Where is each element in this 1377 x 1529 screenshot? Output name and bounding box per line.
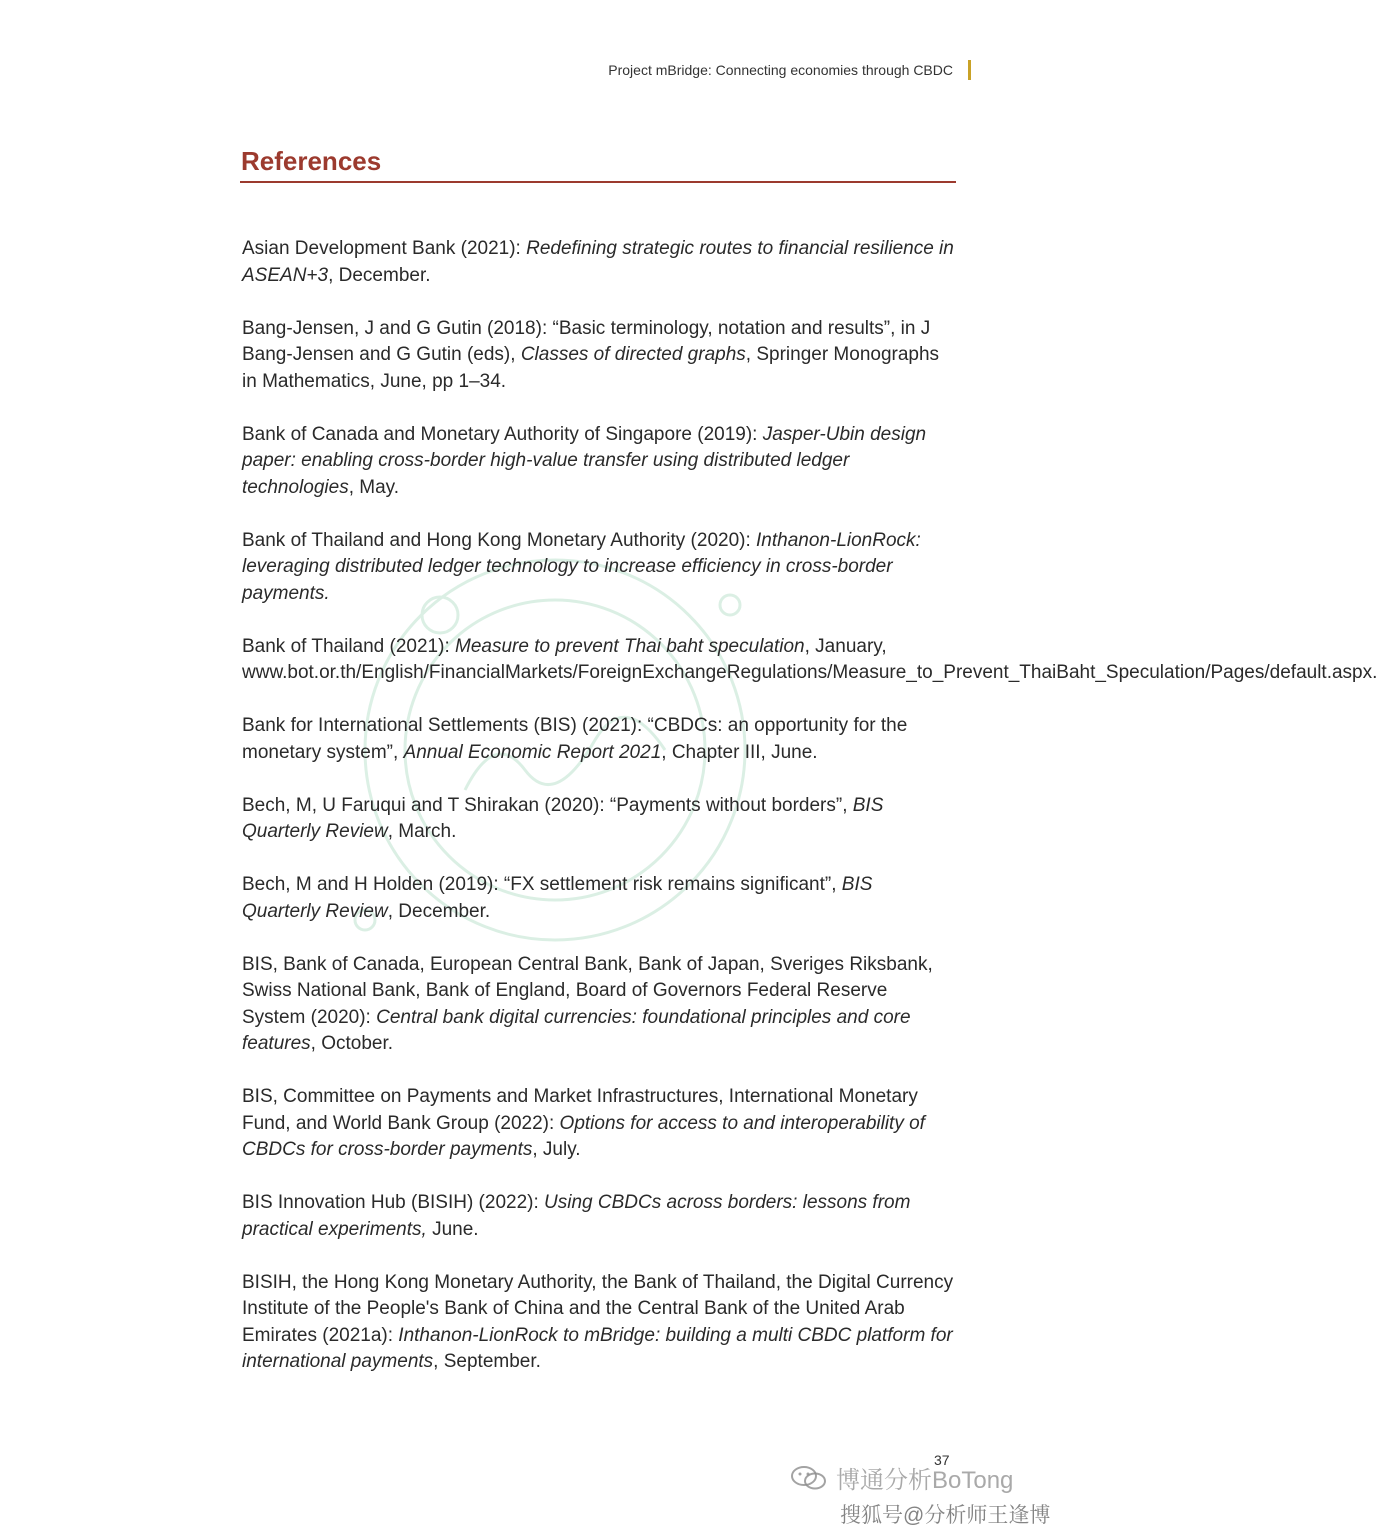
wechat-icon [790,1465,828,1491]
reference-title: Options for access to and interoperability of CBDCs for cross-border payments [242,1112,925,1160]
reference-entry [242,236,954,289]
reference-entry [242,634,1377,687]
reference-text: Asian Development Bank (2021): [242,238,527,259]
reference-title: Inthanon-LionRock to mBridge: building a multi CBDC platform for international payments [242,1324,953,1372]
reference-text: , December. [387,900,491,922]
reference-text: BISIH, the Hong Kong Monetary Authority, the Bank of Thailand, the Digital Currency Institute of the People's Bank of China and the Central Bank of the United Arab Emirates (2021a): [242,1271,954,1346]
reference-title: Jasper-Ubin design paper: enabling cross-border high-value transfer using distributed ledger technologies [242,423,927,498]
source-watermark [790,1460,1050,1529]
reference-entry [242,872,954,925]
reference-text: June. [426,1218,479,1240]
reference-text: Bank of Thailand (2021): [242,635,456,657]
reference-text: , May. [348,476,400,498]
reference-text: Bech, M and H Holden (2019): “FX settlement risk remains significant”, [242,874,842,895]
reference-text: Bech, M, U Faruqui and T Shirakan (2020): “Payments without borders”, [242,794,853,816]
reference-title: Annual Economic Report 2021 [403,741,662,763]
reference-entry [242,1270,954,1376]
reference-text: , Springer Monographs in Mathematics, June, pp 1–34. [242,344,940,392]
reference-text: BIS, Bank of Canada, European Central Bank, Bank of Japan, Sveriges Riksbank, Swiss National Bank, Bank of England, Board of Governors Federal Reserve System (2020): [242,953,933,1028]
reference-text: , July. [532,1139,581,1160]
header-accent-bar [968,60,971,80]
reference-entry [242,422,954,502]
reference-title: BIS Quarterly Review [242,874,873,922]
watermark-brand: 博通分析BoTong [836,1467,1014,1494]
reference-text: , September. [433,1351,541,1372]
reference-entry [242,316,954,396]
section-title: References [241,146,382,176]
watermark-source: 搜狐号@分析师王逢博 [840,1504,1051,1527]
reference-text: , October. [310,1033,394,1054]
reference-title: BIS Quarterly Review [242,794,884,842]
reference-text: , March. [387,821,457,842]
reference-title: Classes of directed graphs [520,344,746,365]
reference-title: Redefining strategic routes to financial resilience in ASEAN+3 [242,238,954,286]
reference-text: , December. [328,264,431,286]
references-list [242,236,1377,1402]
reference-title: Measure to prevent Thai baht speculation [455,635,805,657]
reference-entry [242,1084,954,1164]
reference-text: BIS, Committee on Payments and Market Infrastructures, International Monetary Fund, and World Bank Group (2022): [242,1086,918,1134]
reference-entry [242,952,954,1058]
reference-entry [242,1190,954,1243]
running-header: Project mBridge: Connecting economies through CBDC [608,62,953,78]
reference-title: Central bank digital currencies: foundational principles and core features [242,1006,911,1054]
reference-text: , Chapter III, June. [661,741,818,763]
title-underline [240,181,956,183]
reference-entry [242,713,954,766]
reference-text: Bank for International Settlements (BIS) (2021): “CBDCs: an opportunity for the monetary system”, [242,715,908,763]
page-number: 37 [934,1452,950,1468]
reference-title: Using CBDCs across borders: lessons from practical experiments, [242,1192,911,1240]
reference-text: Bang-Jensen, J and G Gutin (2018): “Basic terminology, notation and results”, in J Bang-Jensen and G Gutin (eds), [242,317,931,365]
reference-text: , January, www.bot.or.th/English/FinancialMarkets/ForeignExchangeRegulations/Measure_to_Prevent_ThaiBaht_Speculation/Pages/default.aspx. [242,635,1377,683]
reference-text: Bank of Canada and Monetary Authority of Singapore (2019): [242,423,763,445]
reference-entry [242,528,954,608]
reference-title: Inthanon-LionRock: leveraging distributed ledger technology to increase efficiency in cross-border payments. [242,529,921,604]
reference-text: BIS Innovation Hub (BISIH) (2022): [242,1192,545,1213]
reference-text: Bank of Thailand and Hong Kong Monetary Authority (2020): [242,529,757,551]
reference-entry [242,793,954,846]
